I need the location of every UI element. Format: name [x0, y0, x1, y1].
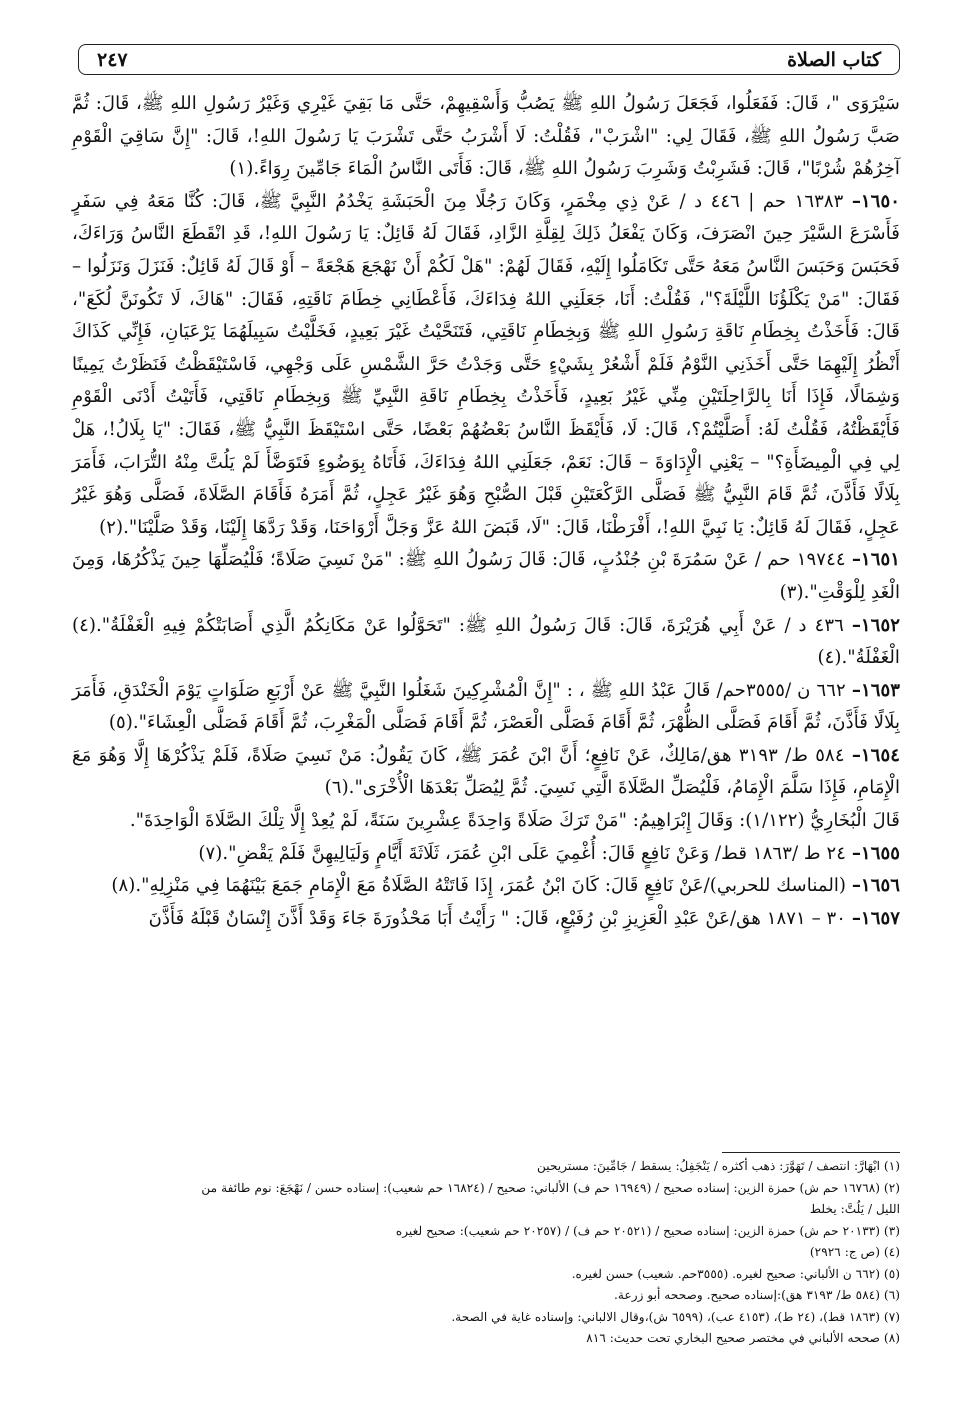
hadith-text: ٤٣٦ د / عَنْ أَبِي هُرَيْرَةَ، قَالَ: قَالَ رَسُولُ اللهِ ﷺ: "تَحَوَّلُوا عَنْ مَكَانِكُمُ الَّذِي أَصَابَتْكُمْ فِيهِ الْغَفْلَةُ".(٤) الْغَفْلَةُ".(٤) [72, 614, 900, 669]
paragraph-text: قَالَ الْبُخَارِيُّ (١/١٢٢): وَقَالَ إِبْرَاهِيمُ: "مَنْ تَرَكَ صَلَاةً وَاحِدَةً عِشْرِينَ سَنَةً، لَمْ يُعِدْ إِلَّا تِلْكَ الصَّلَاةَ الْوَاحِدَةَ". [129, 810, 900, 832]
hadith-1652 [72, 610, 900, 675]
footnote: (٥) (٦٦٢ ن الألباني: صحيح لغيره. (٣٥٥٥حم. شعيب) حسن لغيره. [571, 1266, 900, 1281]
chapter-title: كتاب الصلاة [787, 48, 881, 71]
page-header [78, 44, 900, 75]
paragraph-continuation [72, 88, 900, 186]
hadith-1650 [72, 186, 900, 545]
hadith-number: ١٦٥٧– [851, 907, 900, 929]
hadith-number: ١٦٥٦– [851, 875, 900, 897]
footnote: (٨) صححه الألباني في مختصر صحيح البخاري تحت حديث: ٨١٦ [586, 1331, 900, 1345]
hadith-1656 [72, 870, 900, 903]
footnote: (٤) (ص ج: ٢٩٢٦) [809, 1245, 900, 1259]
footnote: (٣) (٢٠١٣٣ حم ش) حمزة الزين: إسناده صحيح / (٢٠٥٢١ حم ف) / (٢٠٢٥٧ حم شعيب): صحيح لغيره [395, 1223, 900, 1238]
hadith-text: ١٩٧٤٤ حم / عَنْ سَمُرَةَ بْنِ جُنْدُبٍ، قَالَ: قَالَ رَسُولُ اللهِ ﷺ: "مَنْ نَسِيَ صَلَاةً؛ فَلْيُصَلِّهَا حِينَ يَذْكُرُهَا، وَمِنَ الْغَدِ لِلْوَقْتِ".(٣) [72, 549, 900, 603]
hadith-text: ٦٦٢ ن /٣٥٥٥حم/ قَالَ عَبْدُ اللهِ ﷺ ، : "إِنَّ الْمُشْرِكِينَ شَغَلُوا النَّبِيَّ ﷺ عَنْ أَرْبَعِ صَلَوَاتٍ يَوْمَ الْخَنْدَقِ، فَأَمَرَ بِلَالًا فَأَذَّنَ، ثُمَّ أَقَامَ فَصَلَّى الظُّهْرَ، ثُمَّ أَقَامَ فَصَلَّى الْعَصْرَ، ثُمَّ أَقَامَ فَصَلَّى الْمَغْرِبَ، ثُمَّ أَقَامَ فَصَلَّى الْعِشَاءَ".(٥) [72, 679, 900, 734]
hadith-number: ١٦٥٢– [851, 614, 900, 636]
paragraph-text: سَيْرَوَى "، قَالَ: فَفَعَلُوا، فَجَعَلَ رَسُولُ اللهِ ﷺ يَصُبُّ وَأَسْقِيهِمْ، حَتَّى مَا بَقِيَ غَيْرِي وَغَيْرُ رَسُولِ اللهِ ﷺ، قَالَ: ثُمَّ صَبَّ رَسُولُ اللهِ ﷺ، فَقَالَ لِي: "اشْرَبْ"، فَقُلْتُ: لَا أَشْرَبُ حَتَّى تَشْرَبَ يَا رَسُولَ اللهِ!، قَالَ: "إِنَّ سَاقِيَ الْقَوْمِ آخِرُهُمْ شُرْبًا"، قَالَ: فَشَرِبْتُ وَشَرِبَ رَسُولُ اللهِ ﷺ، قَالَ: فَأَتَى النَّاسُ الْمَاءَ جَامِّينَ رِوَاءً.(١) [72, 93, 900, 180]
hadith-number: ١٦٥٤– [851, 744, 900, 766]
footnote: (٢) (١٦٧٦٨ حم ش) حمزة الزين: إسناده صحيح / (١٦٩٤٩ حم ف) الألباني: صحيح / (١٦٨٢٤ حم شعيب): إسناده حسن / نَهْجَعَ: نوم طائفة من [201, 1180, 900, 1195]
footnotes [72, 1156, 900, 1350]
footnote: (٦) (٥٨٤ ط/ ٣١٩٣ هق):إسناده صحيح. وصححه أبو زرعة. [614, 1288, 900, 1302]
hadith-text: ٣٠ – ١٨٧١ هق/عَنْ عَبْدِ الْعَزِيزِ بْنِ رُفَيْعٍ، قَالَ: " رَأَيْتُ أَبَا مَحْذُورَةَ جَاءَ وَقَدْ أَذَّنَ إِنْسَانٌ قَبْلَهُ فَأَذَّنَ [148, 907, 847, 929]
page-number: ٢٤٧ [97, 48, 128, 71]
footnote: (٧) (١٨٦٣ قط)، (٢٤ ط)، (٤١٥٣ عب)، (٦٥٩٩ ش)،وقال الالباني: وإسناده غاية في الصحة. [451, 1309, 900, 1324]
hadith-1651 [72, 544, 900, 609]
hadith-1653 [72, 675, 900, 740]
bukhari-quote [72, 805, 900, 838]
hadith-1657 [72, 903, 900, 936]
hadith-number: ١٦٥٠– [851, 190, 900, 212]
hadith-1654 [72, 740, 900, 805]
hadith-number: ١٦٥١– [851, 549, 900, 571]
hadith-text: ٢٤ ط /١٨٦٣ قط/ وَعَنْ نَافِعٍ قَالَ: أُغْمِيَ عَلَى ابْنِ عُمَرَ، ثَلَاثَةَ أَيَّامٍ وَلَيَالِيهِنَّ فَلَمْ يَقْضِ".(٧) [198, 842, 847, 864]
hadith-text: ١٦٣٨٣ حم | ٤٤٦ د / عَنْ ذِي مِخْمَرٍ، وَكَانَ رَجُلًا مِنَ الْحَبَشَةِ يَخْدُمُ النَّبِيَّ ﷺ، قَالَ: كُنَّا مَعَهُ فِي سَفَرٍ فَأَسْرَعَ السَّيْرَ حِينَ انْصَرَفَ، وَكَانَ يَفْعَلُ ذَلِكَ لِقِلَّةِ الزَّادِ، فَقَالَ لَهُ قَائِلٌ: يَا رَسُولَ اللهِ!، قَدِ انْقَطَعَ النَّاسُ وَرَاءَكَ، فَحَبَسَ وَحَبَسَ النَّاسُ مَعَهُ حَتَّى تَكَامَلُوا إِلَيْهِ، فَقَالَ لَهُمْ: "هَلْ لَكُمْ أَنْ نَهْجَعَ هَجْعَةً – أَوْ قَالَ لَهُ قَائِلٌ: فَنَزَلَ وَنَزَلُوا – فَقَالَ: "مَنْ يَكْلَؤُنَا اللَّيْلَةَ؟"، فَقُلْتُ: أَنَا، جَعَلَنِي اللهُ فِدَاءَكَ، فَأَعْطَانِي خِطَامَ نَاقَتِهِ، فَقَالَ: "هَاكَ، لَا تَكُونَنَّ لُكَعَ"، قَالَ: فَأَخَذْتُ بِخِطَامِ نَاقَةِ رَسُولِ اللهِ ﷺ وَبِخِطَامِ نَاقَتِي، فَتَنَحَّيْتُ غَيْرَ بَعِيدٍ، فَخَلَّيْتُ سَبِيلَهُمَا يَرْعَيَانِ، فَإِنِّي كَذَاكَ أَنْظُرُ إِلَيْهِمَا حَتَّى أَخَذَنِي النَّوْمُ فَلَمْ أَشْعُرْ بِشَيْءٍ حَتَّى وَجَدْتُ حَرَّ الشَّمْسِ عَلَى وَجْهِي، فَاسْتَيْقَظْتُ فَنَظَرْتُ يَمِينًا وَشِمَالًا، فَإِذَا أَنَا بِالرَّاحِلَتَيْنِ مِنِّي غَيْرُ بَعِيدٍ، فَأَخَذْتُ بِخِطَامِ نَاقَةِ النَّبِيِّ ﷺ وَبِخِطَامِ نَاقَتِي، فَأَتَيْتُ أَدْنَى الْقَوْمِ فَأَيْقَظْتُهُ، فَقُلْتُ لَهُ: أَصَلَّيْتُمْ؟، قَالَ: لَا، فَأَيْقَظَ النَّاسُ بَعْضُهُمْ بَعْضًا، حَتَّى اسْتَيْقَظَ النَّبِيُّ ﷺ، فَقَالَ: "يَا بِلَالُ!، هَلْ لِي فِي الْمِيضَأَةِ؟" – يَعْنِي الْإِدَاوَةَ – قَالَ: نَعَمْ، جَعَلَنِي اللهُ فِدَاءَكَ، فَأَتَاهُ بِوَضُوءٍ فَتَوَضَّأَ لَمْ يَلُتَّ مِنْهُ التُّرَابَ، فَأَمَرَ بِلَالًا فَأَذَّنَ، ثُمَّ قَامَ النَّبِيُّ ﷺ فَصَلَّى الرَّكْعَتَيْنِ قَبْلَ الصُّبْحِ وَهُوَ غَيْرُ عَجِلٍ، ثُمَّ أَمَرَهُ فَأَقَامَ الصَّلَاةَ، فَصَلَّى وَهُوَ غَيْرُ عَجِلٍ، فَقَالَ لَهُ قَائِلٌ: يَا نَبِيَّ اللهِ!، أَفْرَطْنَا، قَالَ: "لَا، قَبَضَ اللهُ عَزَّ وَجَلَّ أَرْوَاحَنَا، وَقَدْ رَدَّهَا إِلَيْنَا، وَقَدْ صَلَّيْنَا".(٢) [72, 190, 900, 538]
footnote: (١) ابْهَارَّ: انتصف / تَهَوَّرَ: ذهب أكثره / يَنْجَفِلُ: يسقط / جَامِّينَ: مستريحين [536, 1159, 900, 1173]
footnote-divider [722, 1152, 900, 1153]
hadith-1655 [72, 838, 900, 871]
hadith-number: ١٦٥٣– [851, 679, 901, 701]
main-text [72, 88, 900, 935]
hadith-text: (المناسك للحربي)/عَنْ نَافِعٍ قَالَ: كَانَ ابْنُ عُمَرَ، إِذَا فَاتَتْهُ الصَّلَاةُ مَعَ الْإِمَامِ جَمَعَ بَيْنَهُمَا فِي مَنْزِلِهِ".(٨) [111, 875, 847, 897]
hadith-text: ٥٨٤ ط/ ٣١٩٣ هق/مَالِكٌ، عَنْ نَافِعٍ؛ أَنَّ ابْنَ عُمَرَ ﷺ، كَانَ يَقُولُ: مَنْ نَسِيَ صَلَاةً، فَلَمْ يَذْكُرْهَا إِلَّا وَهُوَ مَعَ الْإِمَامِ، فَإِذَا سَلَّمَ الْإِمَامُ، فَلْيُصَلِّ الصَّلَاةَ الَّتِي نَسِيَ. ثُمَّ لِيُصَلِّ بَعْدَهَا الْأُخْرَى".(٦) [72, 744, 900, 799]
hadith-number: ١٦٥٥– [851, 842, 900, 864]
footnote: الليل / يَلُتَّ: يخلط [809, 1202, 900, 1216]
